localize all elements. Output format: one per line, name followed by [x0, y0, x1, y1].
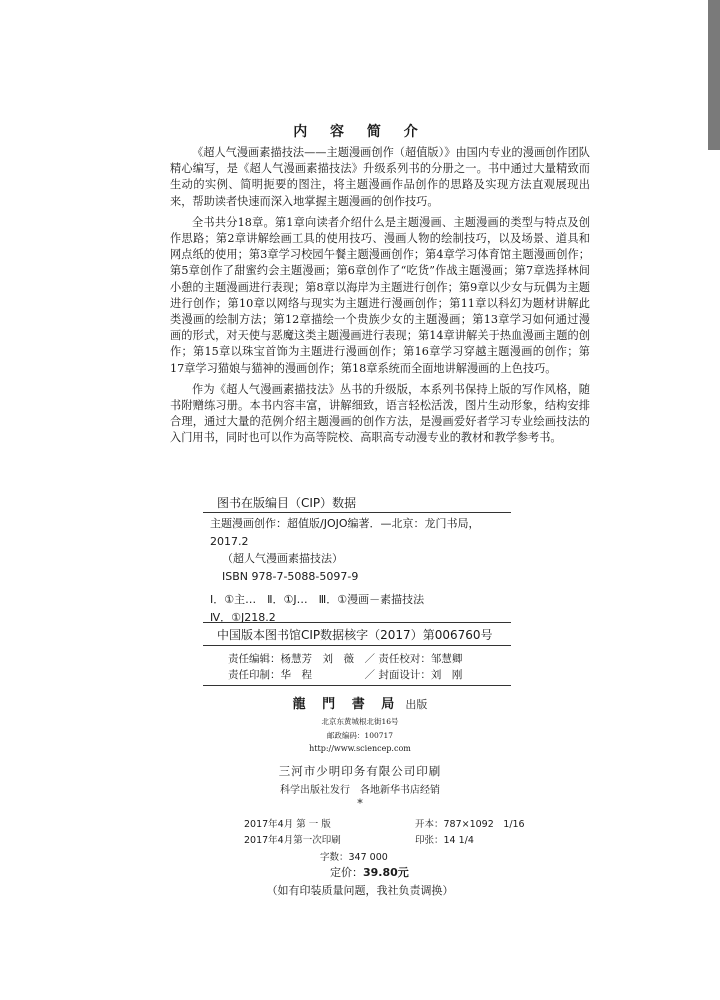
printer-line: 三河市少明印务有限公司印刷 — [278, 764, 442, 778]
separator-star: * — [357, 797, 363, 810]
spec-edition: 2017年4月 第 一 版 — [244, 819, 331, 830]
price-line — [330, 864, 409, 880]
spec-word-count: 字数：347 000 — [320, 852, 388, 863]
publisher-address: 北京东黄城根北街16号 — [321, 717, 399, 726]
cip-line: Ⅳ．①J218.2 — [210, 610, 276, 624]
credits-bottom-rule — [203, 685, 511, 686]
summary-text — [170, 145, 590, 452]
spec-right — [415, 817, 525, 849]
cip-line: 2017.2 — [210, 534, 249, 548]
distribution-line: 科学出版社发行 各地新华书店经销 — [280, 785, 440, 796]
publisher-line — [0, 693, 720, 712]
cip-core-number: 中国版本图书馆CIP数据核字（2017）第006760号 — [217, 628, 493, 642]
credits-line-1: 责任编辑：杨慧芳 刘 薇 ／ 责任校对：邹慧卿 — [228, 653, 463, 665]
spec-format: 开本：787×1092 1/16 — [415, 819, 525, 830]
cip-line: ISBN 978-7-5088-5097-9 — [222, 569, 359, 583]
cip-line: Ⅰ．①主… Ⅱ．①J… Ⅲ．①漫画－素描技法 — [210, 593, 425, 606]
publisher-logo: 龍 門 書 局 — [292, 697, 401, 712]
summary-heading: 内 容 简 介 — [293, 124, 427, 140]
spec-sheets: 印张：14 1/4 — [415, 835, 474, 846]
price-label: 定价： — [330, 866, 363, 879]
cip-line: （超人气漫画素描技法） — [222, 552, 343, 565]
cip-title: 图书在版编目（CIP）数据 — [217, 496, 357, 510]
cip-record — [210, 515, 480, 626]
summary-paragraph-3: 作为《超人气漫画素描技法》丛书的升级版，本系列书保持上版的写作风格，随书附赠练习册。本书内容丰富，讲解细致，语言轻松活泼，图片生动形象，结构安排合理，通过大量的范例介绍主题漫画的创作方法，是漫画爱好者学习专业绘画技法的入门用书，同时也可以作为高等院校、高职高专动漫专业的教材和教学参考书。 — [170, 382, 590, 445]
spec-left — [244, 817, 341, 849]
quality-notice: （如有印装质量问题，我社负责调换） — [266, 884, 454, 897]
summary-paragraph-1: 《超人气漫画素描技法——主题漫画创作（超值版）》由国内专业的漫画创作团队精心编写，是《超人气漫画素描技法》升级系列书的分册之一。书中通过大量精致而生动的实例、简明扼要的图注，将主题漫画作品创作的思路及实现方法直观展现出来，帮助读者快速而深入地掌握主题漫画的创作技巧。 — [170, 146, 590, 208]
publisher-url: http://www.sciencep.com — [309, 744, 411, 753]
cip-top-rule — [203, 512, 511, 513]
publisher-suffix: 出版 — [405, 698, 428, 711]
spec-printing: 2017年4月第一次印刷 — [244, 835, 341, 846]
summary-paragraph-2: 全书共分18章。第1章向读者介绍什么是主题漫画、主题漫画的类型与特点及创作思路；第2章讲解绘画工具的使用技巧、漫画人物的绘制技巧，以及场景、道具和网点纸的使用；第3章学习校园午餐主题漫画创作；第4章学习体育馆主题漫画创作；第5章创作了甜蜜约会主题漫画；第6章创作了“吃货”作战主题漫画；第7章选择林间小憩的主题漫画进行表现；第8章以海岸为主题进行创作；第9章以少女与玩偶为主题进行创作；第10章以网络与现实为主题进行漫画创作；第11章以科幻为题材讲解此类漫画的绘制方法；第12章描绘一个贵族少女的主题漫画；第13章学习如何通过漫画的形式，对天使与恶魔这类主题漫画进行表现；第14章讲解关于热血漫画主题的创作；第15章以珠宝首饰为主题进行漫画创作；第16章学习穿越主题漫画的创作；第17章学习猫娘与猫神的漫画创作；第18章系统而全面地讲解漫画的上色技巧。 — [170, 215, 590, 375]
publisher-postcode: 邮政编码：100717 — [326, 731, 394, 740]
cip-line: 主题漫画创作：超值版/JOJO编著．—北京：龙门书局， — [210, 517, 480, 530]
credits-line-2: 责任印制：华 程 ／ 封面设计：刘 刚 — [228, 669, 463, 681]
credits-top-rule — [203, 645, 511, 646]
cip-bottom-rule — [203, 622, 511, 623]
price-value: 39.80元 — [363, 866, 409, 879]
credits-block — [228, 651, 462, 683]
